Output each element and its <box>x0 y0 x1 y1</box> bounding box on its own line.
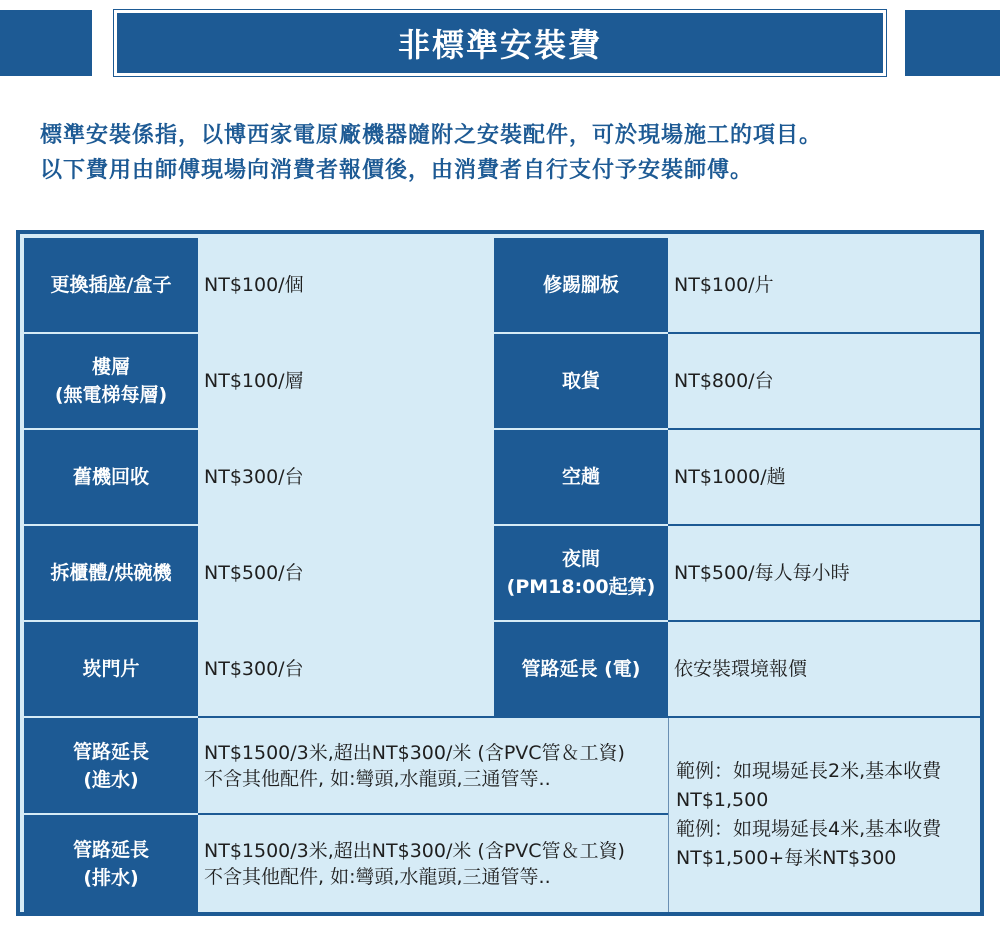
row-3-value-right: NT$1000/趟 <box>668 430 980 524</box>
label-text: 修踢腳板 <box>542 274 619 296</box>
row-divider <box>668 524 980 526</box>
row-1-value-left: NT$100/個 <box>198 238 494 332</box>
row-5-value-right: 依安裝環境報價 <box>668 622 980 716</box>
label-text: (排水) <box>83 866 139 889</box>
value-line: NT$1500/3米,超出NT$300/米 (含PVC管＆工資) <box>204 839 625 862</box>
row-divider <box>198 813 668 815</box>
row-divider <box>668 332 980 334</box>
column-divider <box>668 718 669 912</box>
label-text: 管路延長 (電) <box>521 658 641 680</box>
page-title: 非標準安裝費 <box>117 13 883 73</box>
row-2-label-right <box>494 334 668 428</box>
value-line: 不含其他配件, 如:彎頭,水龍頭,三通管等.. <box>204 767 551 790</box>
row-2-value-left: NT$100/層 <box>198 334 494 428</box>
row-divider <box>198 716 980 718</box>
row-3-value-left: NT$300/台 <box>198 430 494 524</box>
example-line: NT$1,500 <box>676 789 769 811</box>
row-1-value-right: NT$100/片 <box>668 238 980 332</box>
row-5-label-right <box>494 622 668 716</box>
label-text: 樓層 <box>91 356 130 378</box>
row-4-label-right <box>494 526 668 620</box>
row-5-label-left <box>24 622 198 716</box>
pipe-drain-value <box>198 815 668 912</box>
fee-table <box>16 230 984 916</box>
value-line: 不含其他配件, 如:彎頭,水龍頭,三通管等.. <box>204 865 551 888</box>
intro-line-1: 標準安裝係指，以博西家電原廠機器隨附之安裝配件，可於現場施工的項目。 <box>40 123 823 148</box>
example-line: 範例：如現場延長4米,基本收費 <box>676 818 942 840</box>
row-4-value-right: NT$500/每人每小時 <box>668 526 980 620</box>
row-1-label-right <box>494 238 668 332</box>
label-text: (無電梯每層) <box>54 384 168 406</box>
label-text: 拆櫃體/烘碗機 <box>50 562 172 584</box>
row-2-value-right: NT$800/台 <box>668 334 980 428</box>
label-text: (進水) <box>83 768 139 791</box>
row-3-label-right <box>494 430 668 524</box>
pipe-inlet-value <box>198 718 668 813</box>
label-text: (PM18:00起算) <box>506 576 656 598</box>
row-2-label-left <box>24 334 198 428</box>
example-line: NT$1,500+每米NT$300 <box>676 847 897 869</box>
row-5-value-left: NT$300/台 <box>198 622 494 716</box>
row-4-label-left <box>24 526 198 620</box>
intro-text <box>40 118 980 188</box>
pipe-inlet-label <box>24 718 198 813</box>
label-text: 取貨 <box>561 370 600 392</box>
row-divider <box>668 620 980 622</box>
label-text: 夜間 <box>561 548 600 570</box>
row-1-label-left <box>24 238 198 332</box>
row-divider <box>668 428 980 430</box>
header-left-bar <box>0 10 92 76</box>
row-4-value-left: NT$500/台 <box>198 526 494 620</box>
example-line: 範例：如現場延長2米,基本收費 <box>676 760 942 782</box>
value-line: NT$1500/3米,超出NT$300/米 (含PVC管＆工資) <box>204 741 625 764</box>
label-text: 空趟 <box>561 466 600 488</box>
pipe-examples <box>670 718 980 912</box>
row-3-label-left <box>24 430 198 524</box>
header-right-bar <box>905 10 1000 76</box>
label-text: 管路延長 <box>72 838 149 861</box>
label-text: 更換插座/盒子 <box>50 274 172 296</box>
label-text: 崁門片 <box>82 658 140 680</box>
label-text: 管路延長 <box>72 740 149 763</box>
intro-line-2: 以下費用由師傅現場向消費者報價後，由消費者自行支付予安裝師傅。 <box>40 158 754 183</box>
label-text: 舊機回收 <box>72 466 149 488</box>
pipe-drain-label <box>24 815 198 912</box>
